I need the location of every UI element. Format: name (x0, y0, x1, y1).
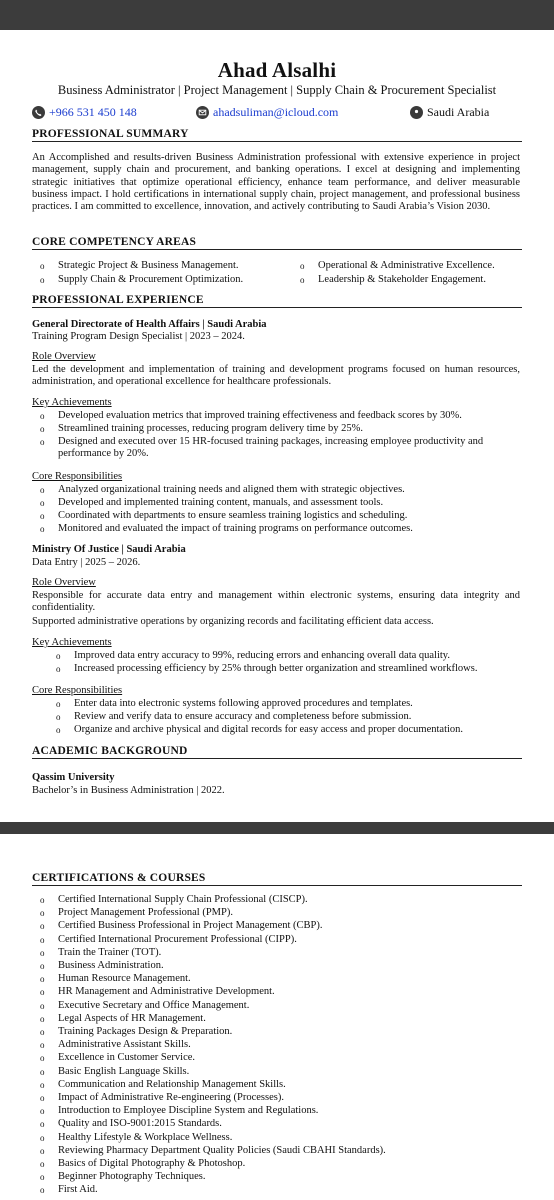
job-1-overview-label: Role Overview (32, 351, 96, 362)
bullet-icon: o (40, 1145, 45, 1156)
phone-icon (32, 106, 45, 119)
certification-item (40, 1105, 520, 1117)
bullet-icon: o (40, 1040, 45, 1051)
certification-item (40, 1132, 520, 1144)
bullet-icon: o (40, 934, 45, 945)
bullet-icon: o (40, 987, 45, 998)
certification-item (40, 973, 520, 985)
certification-text: Training Packages Design & Preparation. (58, 1026, 233, 1037)
competency-item: o Strategic Project & Business Management. (40, 260, 239, 271)
certification-item (40, 1079, 520, 1091)
job-1-responsibility: o Analyzed organizational training needs and aligned them with strategic objectives. (40, 484, 405, 495)
job-1-org: General Directorate of Health Affairs | Saudi Arabia (32, 319, 267, 330)
certification-text: Certified Business Professional in Project Management (CBP). (58, 920, 323, 932)
location-text: Saudi Arabia (427, 105, 490, 119)
phone-text: +966 531 450 148 (49, 105, 137, 119)
job-1-achievements-label: Key Achievements (32, 397, 112, 408)
certification-item (40, 986, 520, 998)
candidate-name: Ahad Alsalhi (217, 58, 337, 82)
summary-heading: PROFESSIONAL SUMMARY (32, 128, 522, 142)
certification-text: Communication and Relationship Management Skills. (58, 1078, 286, 1090)
bullet-icon: o (40, 1159, 45, 1169)
location-pin-icon (410, 106, 423, 119)
certification-text: Introduction to Employee Discipline System and Regulations. (58, 1105, 319, 1117)
experience-heading: PROFESSIONAL EXPERIENCE (32, 294, 522, 308)
email-icon (196, 106, 209, 119)
job-2-responsibility: o Enter data into electronic systems following approved procedures and templates. (56, 698, 413, 709)
certification-text: Reviewing Pharmacy Department Quality Policies (Saudi CBAHI Standards). (58, 1144, 386, 1156)
competency-item: o Operational & Administrative Excellence. (300, 260, 495, 271)
certification-text: Legal Aspects of HR Management. (58, 1012, 206, 1024)
bullet-icon: o (40, 1079, 45, 1090)
certification-item (40, 1145, 520, 1157)
bullet-icon: o (40, 1053, 45, 1064)
certification-text: Basic English Language Skills. (58, 1065, 190, 1077)
email-link[interactable]: ahadsuliman@icloud.com (213, 105, 339, 119)
certification-item (40, 947, 520, 959)
job-1-achievement: o Streamlined training processes, reducing program delivery time by 25%. (40, 423, 363, 434)
certification-text: HR Management and Administrative Development. (58, 986, 275, 998)
certification-text: Administrative Assistant Skills. (58, 1039, 191, 1051)
bullet-icon: o (40, 921, 45, 932)
certification-item (40, 1184, 520, 1196)
bullet-icon: o (40, 1172, 45, 1183)
certification-text: Business Administration. (58, 960, 164, 971)
certification-text: Beginner Photography Techniques. (58, 1171, 206, 1183)
bullet-icon: o (40, 1093, 45, 1103)
job-2-achievement: o Improved data entry accuracy to 99%, reducing errors and enhancing overall data quality. (56, 650, 450, 661)
job-2-overview-label: Role Overview (32, 577, 96, 588)
contact-phone[interactable] (32, 105, 137, 120)
job-2-role: Data Entry | 2025 – 2026. (32, 557, 141, 568)
certification-text: Executive Secretary and Office Management. (58, 999, 250, 1011)
certifications-heading: CERTIFICATIONS & COURSES (32, 872, 522, 886)
bullet-icon: o (40, 895, 45, 905)
bullet-icon: o (40, 1027, 45, 1037)
bullet-icon: o (40, 1119, 45, 1130)
certification-text: Certified International Procurement Professional (CIPP). (58, 933, 297, 945)
summary-text: An Accomplished and results-driven Business Administration professional with extensive experience in project management, supply chain and procurement, and banking operations. I excel at designing and implementing strategic initiatives that optimize operational efficiency, enhance team performance, and deliver measurable business impact. I hold certifications in international supply chain, project management, and professional business practices. I am committed to excellence, innovation, and actively contributing to Saudi Arabia’s Vision 2030. (32, 152, 520, 213)
contact-location (410, 105, 489, 120)
job-1-responsibility: o Developed and implemented training content, manuals, and assessment tools. (40, 497, 384, 508)
bullet-icon: o (40, 1066, 45, 1077)
job-2-achievements-label: Key Achievements (32, 637, 112, 648)
certification-item (40, 1066, 520, 1078)
page-gap (0, 822, 554, 834)
bullet-icon: o (40, 961, 45, 971)
certification-text: Excellence in Customer Service. (58, 1052, 196, 1064)
job-2-overview-extra: Supported administrative operations by organizing records and facilitating efficient data access. (32, 616, 434, 627)
bullet-icon: o (40, 1185, 45, 1196)
certification-text: Human Resource Management. (58, 973, 191, 985)
job-2-responsibility: o Organize and archive physical and digital records for easy access and proper documentation. (56, 724, 464, 735)
bullet-icon: o (40, 1000, 45, 1011)
bullet-icon: o (40, 1106, 45, 1117)
job-1-responsibility: o Coordinated with departments to ensure seamless training logistics and scheduling. (40, 510, 408, 521)
bullet-icon: o (40, 1013, 45, 1024)
job-1-achievement: o Designed and executed over 15 HR-focused training packages, increasing employee productivity and performance by 20%. (40, 436, 484, 460)
certification-text: Certified International Supply Chain Professional (CISCP). (58, 894, 308, 905)
job-1-responsibility: o Monitored and evaluated the impact of training programs on performance outcomes. (40, 523, 413, 534)
academic-school: Qassim University (32, 772, 115, 783)
bullet-icon: o (40, 1132, 45, 1143)
competency-heading: CORE COMPETENCY AREAS (32, 236, 522, 250)
job-1-achievement: o Developed evaluation metrics that improved training effectiveness and feedback scores by 30%. (40, 410, 462, 421)
certification-text: Quality and ISO-9001:2015 Standards. (58, 1118, 222, 1130)
certification-text: Train the Trainer (TOT). (58, 946, 162, 958)
bullet-icon: o (40, 974, 45, 985)
job-2-overview: Responsible for accurate data entry and management within electronic systems, ensuring data integrity and confidentiality. (32, 590, 520, 614)
job-2-org: Ministry Of Justice | Saudi Arabia (32, 544, 186, 555)
certification-item (40, 907, 520, 919)
certification-item (40, 1013, 520, 1025)
certification-item (40, 1052, 520, 1064)
certification-text: Healthy Lifestyle & Workplace Wellness. (58, 1131, 233, 1143)
viewer-top-bar (0, 0, 554, 30)
job-1-overview: Led the development and implementation of training and development programs focused on human resources, administration, and operational excellence for healthcare professionals. (32, 364, 520, 388)
certification-item (40, 920, 520, 932)
job-2-responsibility: o Review and verify data to ensure accuracy and completeness before submission. (56, 711, 412, 722)
resume-page-2 (0, 834, 554, 1200)
certification-item (40, 1158, 520, 1170)
bullet-icon: o (40, 908, 45, 919)
job-1-responsibilities-label: Core Responsibilities (32, 471, 123, 482)
certification-text: Project Management Professional (PMP). (58, 907, 233, 919)
certification-item (40, 1092, 520, 1104)
certification-item (40, 934, 520, 946)
competency-item: o Supply Chain & Procurement Optimization. (40, 274, 244, 285)
certification-item (40, 1118, 520, 1130)
certification-text: First Aid. (58, 1184, 98, 1196)
competency-item: o Leadership & Stakeholder Engagement. (300, 274, 486, 285)
certification-item (40, 1000, 520, 1012)
certification-item (40, 960, 520, 972)
academic-degree: Bachelor’s in Business Administration | 2022. (32, 785, 225, 796)
certification-item (40, 1039, 520, 1051)
job-2-responsibilities-label: Core Responsibilities (32, 685, 123, 696)
certification-text: Basics of Digital Photography & Photoshop. (58, 1158, 246, 1169)
contact-email[interactable] (196, 105, 338, 120)
resume-page-1 (0, 30, 554, 822)
bullet-icon: o (40, 947, 45, 958)
candidate-subtitle: Business Administrator | Project Management | Supply Chain & Procurement Specialist (57, 83, 497, 97)
job-1-role: Training Program Design Specialist | 2023 – 2024. (32, 331, 245, 342)
certification-text: Impact of Administrative Re-engineering (Processes). (58, 1092, 284, 1103)
certification-item (40, 1171, 520, 1183)
certification-item (40, 1026, 520, 1038)
certification-item (40, 894, 520, 906)
job-2-achievement: o Increased processing efficiency by 25% through better organization and streamlined workflows. (56, 663, 478, 674)
academic-heading: ACADEMIC BACKGROUND (32, 745, 522, 759)
